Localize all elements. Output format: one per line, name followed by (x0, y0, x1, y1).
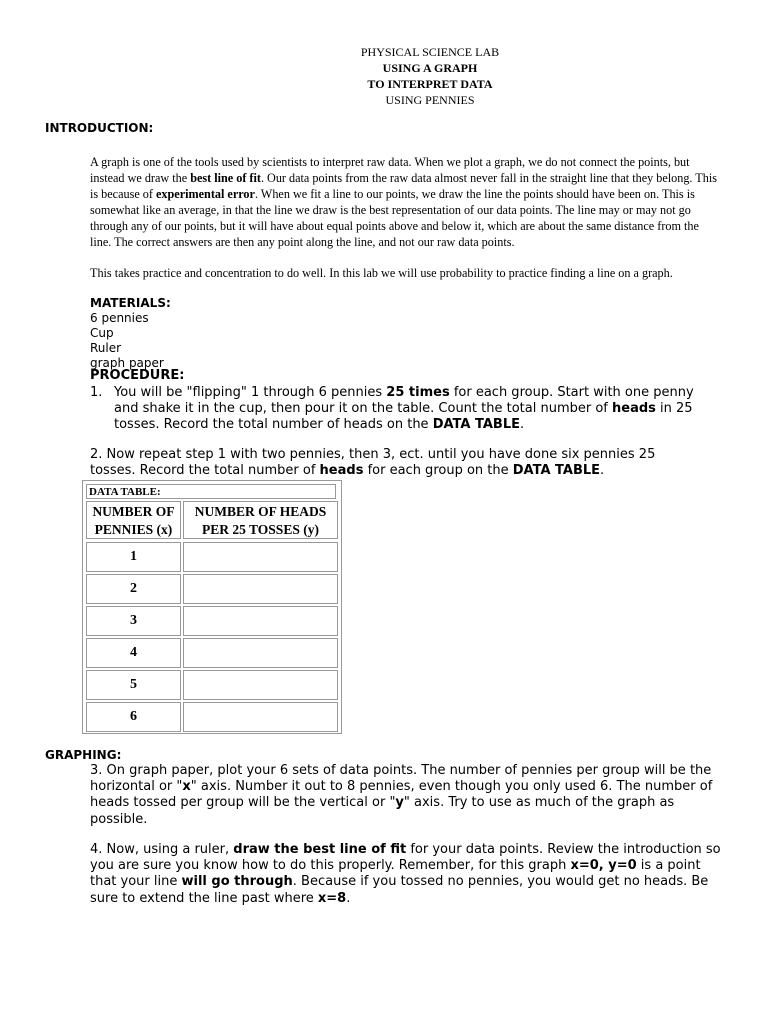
table-header-pennies (86, 501, 181, 539)
title-line-3: TO INTERPRET DATA (367, 77, 493, 91)
step-3-text-e: " axis. Try to use as much of the graph as possible. (90, 795, 675, 827)
intro-text-experimental-error: experimental error (156, 187, 255, 201)
step-1-text (90, 385, 700, 434)
step-4-text-a: 4. Now, using a ruler, (90, 842, 234, 857)
intro-text-a: A graph is one of the tools used by scientists to interpret raw data. When we plot a graph, we do not connect the points, but instead we draw the (90, 155, 690, 185)
table-row-pennies-cell: 4 (86, 638, 181, 668)
materials-item: graph paper (90, 356, 164, 370)
step-2-heads: heads (319, 463, 364, 479)
table-row-heads-cell[interactable] (183, 542, 338, 572)
step-2-text-c: for each group on the (363, 463, 513, 479)
materials-item: 6 pennies (90, 311, 149, 325)
materials-item: Cup (90, 326, 114, 340)
intro-text-c: . Our data points from the raw data almost never fall in the straight line that they belong. This is because of (90, 171, 717, 201)
table-row-pennies-cell: 3 (86, 606, 181, 636)
step-4-text-c: for your data points. Review the introduction so you are sure you know how to do this properly. Remember, for this graph (90, 842, 721, 874)
step-1-number: 1. (90, 385, 103, 400)
table-row-pennies-cell: 6 (86, 702, 181, 732)
step-1-text-a: You will be "flipping" 1 through 6 pennies (114, 385, 387, 400)
step-4-x8: x=8 (317, 890, 347, 906)
step-4-origin: x=0, y=0 (570, 858, 637, 874)
step-4-text-g: . Because if you tossed no pennies, you would get no heads. Be sure to extend the line past where (90, 874, 709, 906)
procedure-step-2 (90, 447, 700, 479)
title-line-1: PHYSICAL SCIENCE LAB (360, 45, 500, 59)
intro-text-e: . When we fit a line to our points, we draw the line the points should have been on. This is somewhat like an average, in that the line we draw is the best representation of our data points. The line may or may not go through any of our points, but it will have about equal points above and below it, which are about the same distance from the line. The correct answers are then any point along the line, and not our raw data points. (90, 187, 699, 249)
step-4-will-go-through: will go through (181, 874, 293, 890)
step-1-heads: heads (612, 401, 656, 417)
table-row-pennies-cell: 1 (86, 542, 181, 572)
header-pennies-line-2: PENNIES (x) (94, 522, 173, 537)
graphing-heading: GRAPHING: (45, 748, 122, 762)
introduction-paragraph (90, 154, 722, 250)
step-1-data-table: DATA TABLE (432, 417, 520, 433)
data-table-caption: DATA TABLE: (86, 484, 336, 499)
graphing-step-3 (90, 763, 730, 828)
step-1-text-g: . (519, 417, 525, 433)
table-row-heads-cell[interactable] (183, 574, 338, 604)
table-row-heads-cell[interactable] (183, 670, 338, 700)
step-3-text-c: " axis. Number it out to 8 pennies, even though you only used 6. The number of heads tossed per group will be the vertical or " (90, 779, 713, 811)
step-1-text-e: in 25 tosses. Record the total number of heads on the (114, 401, 693, 433)
header-heads-line-1: NUMBER OF HEADS (194, 504, 327, 519)
title-block (0, 44, 768, 108)
table-row-heads-cell[interactable] (183, 606, 338, 636)
step-4-text-i: . (346, 890, 351, 906)
table-header-heads (183, 501, 338, 539)
table-row-heads-cell[interactable] (183, 702, 338, 732)
table-row-heads-cell[interactable] (183, 638, 338, 668)
step-2-data-table: DATA TABLE (512, 463, 601, 479)
step-3-text-a: 3. On graph paper, plot your 6 sets of data points. The number of pennies per group will be the horizontal or " (90, 763, 712, 795)
header-pennies-line-1: NUMBER OF (92, 504, 175, 519)
header-heads-line-2: PER 25 TOSSES (y) (202, 522, 319, 537)
procedure-step-1 (90, 385, 700, 434)
materials-section (90, 296, 171, 371)
step-3-y: y (395, 795, 404, 811)
data-table-grid (86, 501, 338, 729)
step-3-x: x (182, 779, 191, 795)
materials-heading: MATERIALS: (90, 296, 171, 310)
step-4-text-e: is a point that your line (90, 858, 701, 890)
materials-item: Ruler (90, 341, 122, 355)
title-line-2: USING A GRAPH (382, 61, 478, 75)
intro-text-best-line: best line of fit (190, 171, 261, 185)
step-1-text-c: for each group. Start with one penny and shake it in the cup, then pour it on the table. Count the total number of (114, 385, 694, 417)
graphing-step-4 (90, 842, 730, 907)
title-line-4: USING PENNIES (385, 93, 475, 107)
step-1-25-times: 25 times (386, 385, 450, 400)
table-row-pennies-cell: 5 (86, 670, 181, 700)
introduction-paragraph-2: This takes practice and concentration to do well. In this lab we will use probability to practice finding a line on a graph. (90, 266, 673, 280)
procedure-heading: PROCEDURE: (90, 368, 185, 383)
step-2-text-e: . (600, 463, 605, 479)
table-row-pennies-cell: 2 (86, 574, 181, 604)
introduction-heading: INTRODUCTION: (45, 121, 154, 135)
step-2-text-a: 2. Now repeat step 1 with two pennies, then 3, ect. until you have done six pennies 25 tosses. Record the total number of (90, 447, 656, 479)
step-4-best-line: draw the best line of fit (233, 842, 407, 857)
